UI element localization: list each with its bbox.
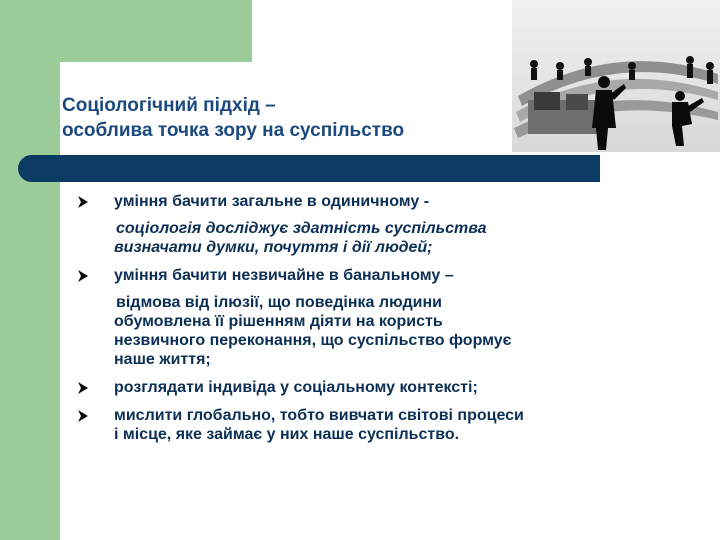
list-item xyxy=(76,406,656,444)
bullet-subtext: відмова від ілюзії, що поведінка людини xyxy=(116,294,442,311)
bullet-subtext: обумовлена її рішенням діяти на користь xyxy=(114,313,443,330)
lecture-hall-silhouette-image xyxy=(512,0,720,152)
title-divider-bar xyxy=(18,155,600,182)
bullet-text: мислити глобально, тобто вивчати світові процеси xyxy=(114,407,524,424)
bullet-text: розглядати індивіда у соціальному контексті; xyxy=(114,379,478,396)
bullet-subtext: соціологія досліджує здатність суспільства xyxy=(116,220,487,237)
bullet-list xyxy=(76,192,656,444)
bullet-text: уміння бачити незвичайне в банальному – xyxy=(114,267,454,284)
bullet-text-line-2: і місце, яке займає у них наше суспільство. xyxy=(114,426,460,443)
arrow-right-bullet-icon xyxy=(76,269,90,283)
title-line-1: Соціологічний підхід – xyxy=(62,95,276,116)
arrow-right-bullet-icon xyxy=(76,409,90,423)
slide-title xyxy=(62,93,512,143)
list-item xyxy=(76,266,656,285)
bullet-text: уміння бачити загальне в одиничному - xyxy=(114,193,430,210)
title-line-2: особлива точка зору на суспільство xyxy=(62,120,405,141)
bullet-subtext: наше життя; xyxy=(114,351,211,368)
arrow-right-bullet-icon xyxy=(76,381,90,395)
arrow-right-bullet-icon xyxy=(76,195,90,209)
bullet-subtext: незвичного переконання, що суспільство формує xyxy=(114,332,512,349)
green-corner-decoration xyxy=(0,0,252,62)
green-sidebar-decoration xyxy=(0,0,60,540)
list-item xyxy=(76,378,656,397)
bullet-subtext: визначати думки, почуття і дії людей; xyxy=(114,239,433,256)
list-item xyxy=(76,192,656,211)
